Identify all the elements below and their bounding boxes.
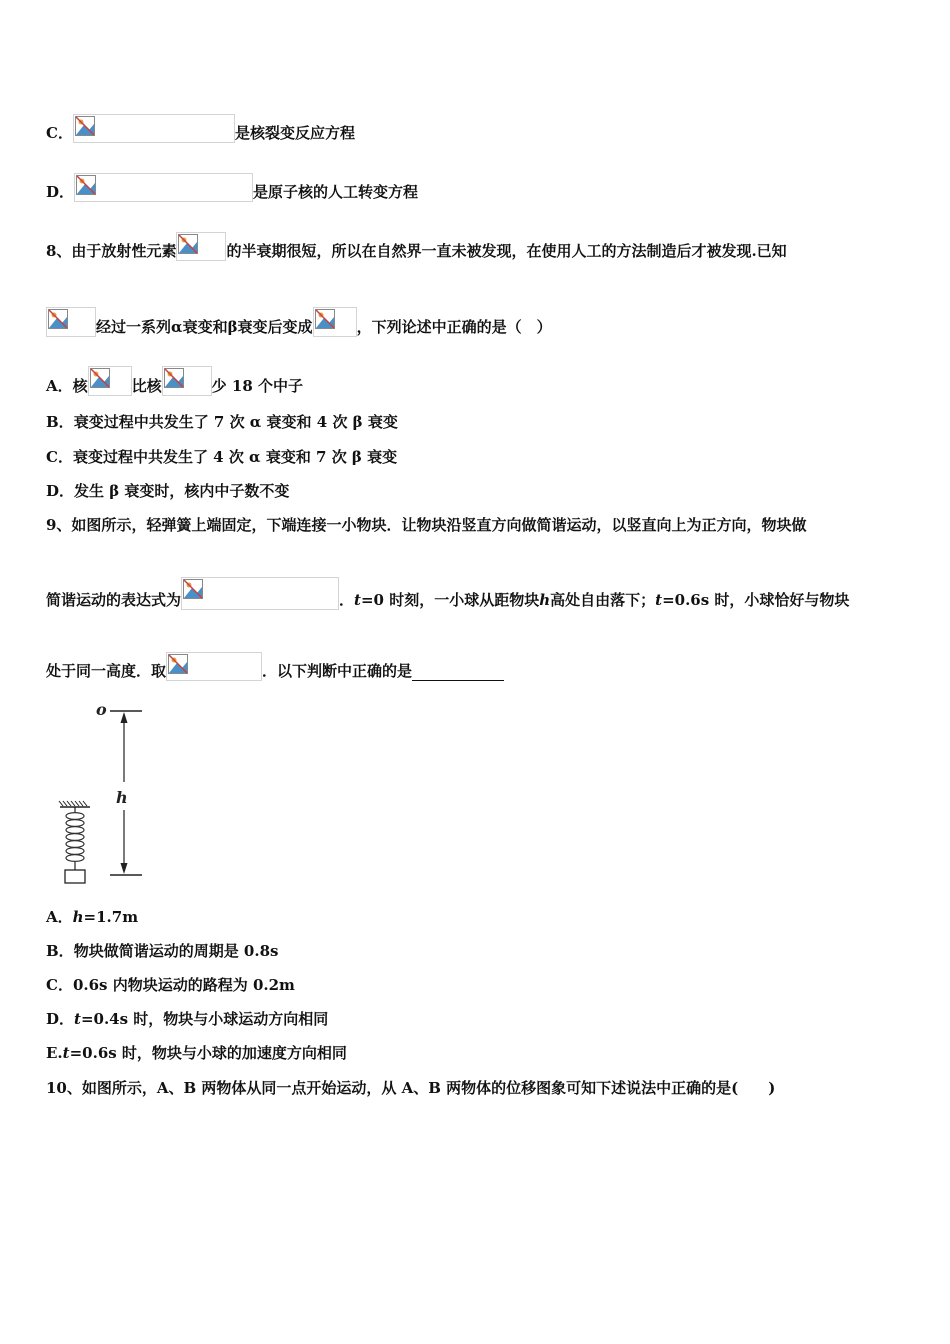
option-text: 0.6s 内物块运动的路程为 0.2m <box>72 976 295 994</box>
stem-text: ． <box>339 591 355 609</box>
q8-stem-line2 <box>46 307 552 337</box>
isotope-image-icon <box>88 366 132 396</box>
element-symbol-image-icon <box>176 232 226 261</box>
q8-stem-line1 <box>46 232 787 261</box>
option-label: D． <box>46 1010 75 1028</box>
q10-stem <box>46 1078 775 1098</box>
block-icon <box>65 870 85 883</box>
q9-stem-line3 <box>46 652 504 681</box>
option-label: D． <box>46 482 75 500</box>
option-label: D． <box>46 183 75 201</box>
option-label: C． <box>46 976 73 994</box>
beta-symbol: β <box>227 318 238 336</box>
variable-t: t <box>62 1044 70 1062</box>
option-label: E. <box>46 1044 63 1062</box>
option-text: 衰变过程中共发生了 4 次 α 衰变和 7 次 β 衰变 <box>72 448 398 466</box>
option-text: 物块做简谐运动的周期是 0.8s <box>73 942 279 960</box>
option-label: C． <box>46 124 73 142</box>
option-label: A． <box>46 908 73 926</box>
stem-text: =0.6s 时，小球恰好与物块 <box>662 591 850 609</box>
option-text: =0.4s 时，物块与小球运动方向相同 <box>80 1010 329 1028</box>
option-text: 比核 <box>131 377 162 395</box>
stem-text: 简谐运动的表达式为 <box>46 591 182 609</box>
stem-text: 处于同一高度．取 <box>46 662 167 680</box>
equation-image-icon <box>166 652 262 681</box>
option-text: 核 <box>72 377 88 395</box>
stem-text: ，下列论述中正确的是（ ） <box>356 318 552 336</box>
stem-text: 9、如图所示，轻弹簧上端固定，下端连接一小物块．让物块沿竖直方向做简谐运动，以竖直向上为正方向，物块做 <box>46 516 807 534</box>
isotope-image-icon <box>162 366 212 396</box>
ceiling-hatch-icon <box>59 801 87 806</box>
option-text: 少 18 个中子 <box>211 377 303 395</box>
label-h: h <box>116 788 128 807</box>
isotope-image-icon <box>313 307 357 337</box>
equation-image-icon <box>73 114 235 143</box>
q9-stem-line2 <box>46 577 849 610</box>
q8-option-a <box>46 366 303 396</box>
variable-t: t <box>74 1010 81 1028</box>
option-text: 衰变过程中共发生了 7 次 α 衰变和 4 次 β 衰变 <box>73 413 398 431</box>
isotope-image-icon <box>46 307 96 337</box>
stem-text: 高处自由落下； <box>550 591 656 609</box>
option-label: A． <box>46 377 73 395</box>
variable-t: t <box>655 591 663 609</box>
equation-image-icon <box>74 173 253 202</box>
variable-h: h <box>72 908 84 926</box>
option-text: 是原子核的人工转变方程 <box>253 183 419 201</box>
variable-h: h <box>539 591 551 609</box>
option-text: 发生 β 衰变时，核内中子数不变 <box>74 482 290 500</box>
arrow-up-icon <box>121 712 128 723</box>
q8-option-b <box>46 412 398 432</box>
q7-option-c <box>46 114 355 143</box>
stem-text: 8、由于放射性元素 <box>46 242 177 260</box>
stem-text: 衰变后变成 <box>237 318 313 336</box>
answer-blank <box>412 664 504 681</box>
stem-text: 10、如图所示，A、B 两物体从同一点开始运动，从 A、B 两物体的位移图象可知下述说法中正确的是( ) <box>46 1079 776 1097</box>
spring-block-figure <box>56 696 156 888</box>
q8-option-d <box>46 481 289 501</box>
option-text: 是核裂变反应方程 <box>234 124 355 142</box>
label-o: o <box>96 700 107 719</box>
q9-option-e <box>46 1043 347 1063</box>
arrow-down-icon <box>121 863 128 874</box>
q9-option-a <box>46 907 138 927</box>
q9-option-c <box>46 975 295 995</box>
option-label: B． <box>46 413 74 431</box>
stem-text: 衰变和 <box>182 318 228 336</box>
alpha-symbol: α <box>171 318 183 336</box>
equation-image-icon <box>181 577 339 610</box>
q9-stem-line1 <box>46 515 806 535</box>
option-text: =0.6s 时，物块与小球的加速度方向相同 <box>69 1044 347 1062</box>
spring-coil-icon <box>66 813 84 862</box>
q8-option-c <box>46 447 397 467</box>
stem-text: =0 时刻，一小球从距物块 <box>360 591 540 609</box>
q7-option-d <box>46 173 418 202</box>
option-label: B． <box>46 942 74 960</box>
stem-text: 的半衰期很短，所以在自然界一直未被发现，在使用人工的方法制造后才被发现.已知 <box>226 242 787 260</box>
q9-option-d <box>46 1009 328 1029</box>
q9-option-b <box>46 941 278 961</box>
stem-text: ．以下判断中正确的是 <box>262 662 413 680</box>
variable-t: t <box>354 591 361 609</box>
stem-text: 经过一系列 <box>96 318 172 336</box>
option-text: =1.7m <box>83 908 139 926</box>
option-label: C． <box>46 448 73 466</box>
